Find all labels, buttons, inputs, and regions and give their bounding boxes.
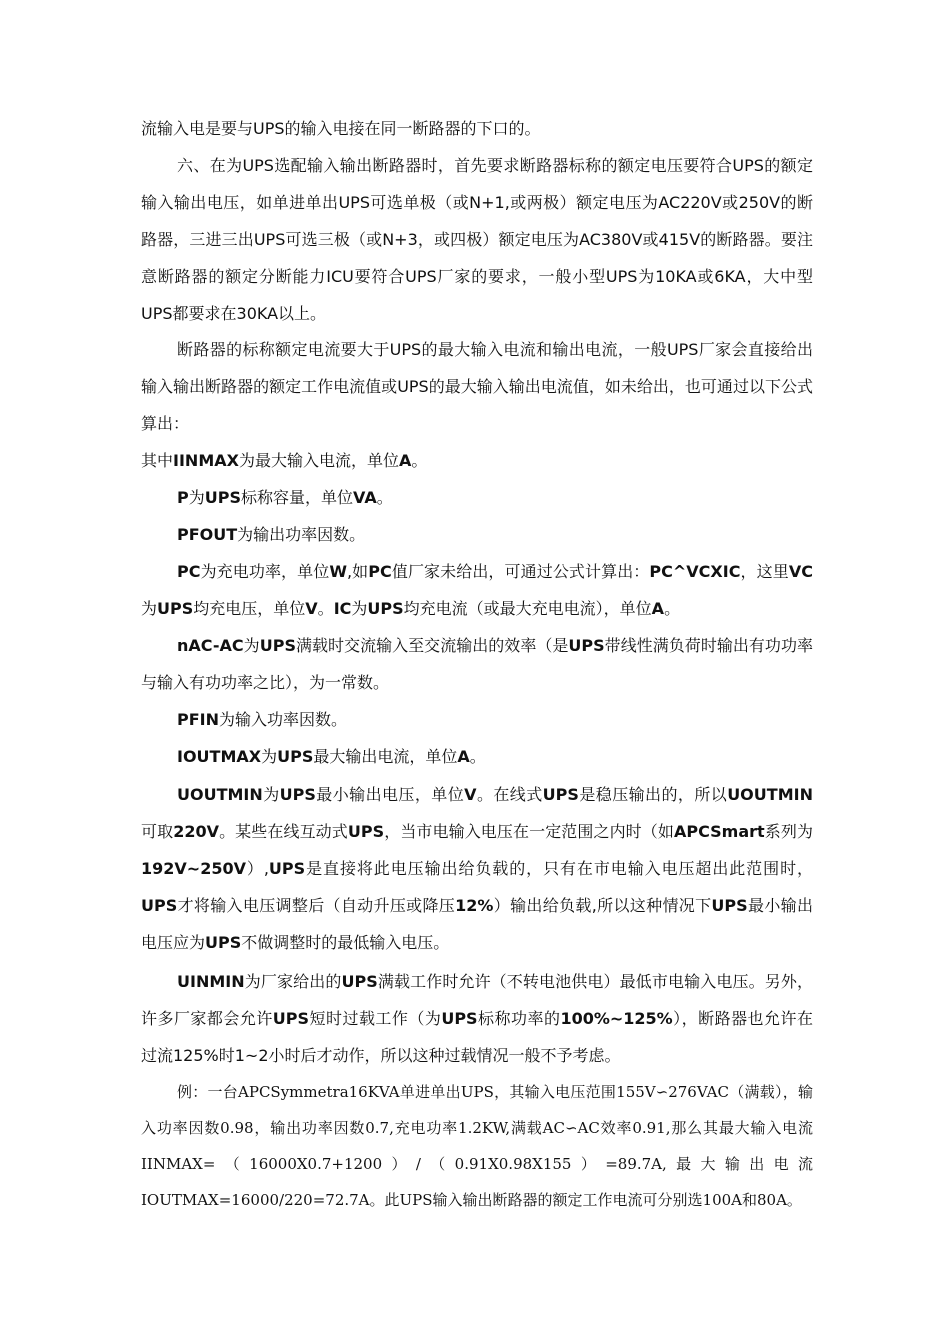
text-run: UPS	[711, 896, 748, 915]
text-run: PFOUT	[177, 525, 238, 544]
text-run: 为厂家给出的	[244, 972, 342, 991]
def-p	[141, 479, 813, 516]
text-run: 带线性满负荷时输出有功功率与输入有功功率之比），为一常数。	[141, 636, 813, 692]
text-run: 是直接将此电压输出给负载的，只有在市电输入电压超出此范围时，	[305, 859, 813, 878]
text-run: 。	[376, 488, 393, 507]
text-run: 100%~125%	[560, 1009, 673, 1028]
text-run: UPS	[341, 972, 378, 991]
text-run: 最小输出电压，单位	[315, 785, 465, 804]
text-run: 均充电流（或最大充电电流），单位	[403, 599, 652, 618]
def-iinmax	[141, 442, 813, 479]
text-run: UINMIN	[177, 972, 245, 991]
paragraph-breaker-selection: 六、在为UPS选配输入输出断路器时，首先要求断路器标称的额定电压要符合UPS的额定输入输出电压，如单进单出UPS可选单极（或N+1,或两极）额定电压为AC220V或250V的断路器，三进三出UPS可选三极（或N+3，或四极）额定电压为AC380V或415V的断路器。要注意断路器的额定分断能力ICU要符合UPS厂家的要求，一般小型UPS为10KA或6KA，大中型UPS都要求在30KA以上。	[141, 156, 813, 323]
text-run: A	[457, 747, 470, 766]
def-ioutmax	[141, 738, 813, 775]
text-run: 为最大输入电流，单位	[238, 451, 399, 470]
def-nac-ac	[141, 627, 813, 701]
text-run: UPS	[272, 1009, 310, 1028]
def-pc	[141, 553, 813, 627]
text-run: 12%	[455, 896, 494, 915]
text-run: UPS	[141, 896, 178, 915]
text-run: 标称功率的	[477, 1009, 561, 1028]
text-run: UPS	[205, 933, 242, 952]
text-run: UOUTMIN	[727, 785, 813, 804]
text-run: 标称容量，单位	[241, 488, 354, 507]
text-run: UPS	[367, 599, 404, 618]
text-run: 。	[317, 599, 334, 618]
text-run: 为	[188, 488, 205, 507]
text-run: 不做调整时的最低输入电压。	[241, 933, 450, 952]
text-run: 。某些在线互动式	[218, 822, 348, 841]
text-run: 最小输出电压应为	[141, 896, 813, 952]
text-run: V	[464, 785, 477, 804]
text-run: W	[329, 562, 347, 581]
text-run: A	[398, 451, 412, 470]
def-uoutmin	[141, 776, 813, 961]
def-pfout	[141, 516, 813, 553]
text-run: 。	[664, 599, 681, 618]
text-run: UPS	[277, 747, 314, 766]
text-run: 满载工作时允许（不转电池供电）最低市电输入电压。另外，许多厂家都会允许	[141, 972, 813, 1028]
paragraph-intro: 流输入电是要与UPS的输入电接在同一断路器的下口的。	[141, 119, 541, 138]
text-run: UPS	[204, 488, 241, 507]
text-run: UPS	[568, 636, 605, 655]
text-run: 为	[243, 636, 260, 655]
text-run: 。	[411, 451, 428, 470]
text-run: ）,	[245, 859, 269, 878]
text-run: VA	[353, 488, 377, 507]
text-run: PC^VCXIC	[649, 562, 741, 581]
text-run: 220V	[173, 822, 219, 841]
text-run: 短时过载工作（为	[309, 1009, 442, 1028]
text-run: VC	[788, 562, 813, 581]
text-run: PC	[177, 562, 201, 581]
text-run: 值厂家未给出，可通过公式计算出：	[391, 562, 650, 581]
paragraph-example: 例：一台APCSymmetra16KVA单进单出UPS，其输入电压范围155V∽276VAC（满载），输入功率因数0.98，输出功率因数0.7,充电功率1.2KW,满载AC∽AC效率0.91,那么其最大输入电流IINMAX=（16000X0.7+1200）/（0.91X0.98X155）=89.7A,最大输出电流IOUTMAX=16000/220=72.7A。此UPS输入输出断路器的额定工作电流可分别选100A和80A。	[141, 1083, 813, 1209]
text-run: 。	[469, 747, 486, 766]
text-run: 最大输出电流，单位	[313, 747, 458, 766]
text-run: ,如	[347, 562, 369, 581]
def-pfin	[141, 701, 813, 738]
text-run: 为	[141, 599, 158, 618]
text-run: 192V~250V	[141, 859, 246, 878]
text-run: 可取	[141, 822, 174, 841]
text-run: UPS	[542, 785, 579, 804]
text-run: ，当市电输入电压在一定范围之内时（如	[384, 822, 674, 841]
def-uinmin	[141, 963, 813, 1074]
text-run: UPS	[279, 785, 316, 804]
text-run: nAC-AC	[177, 636, 244, 655]
text-run: 为	[262, 785, 280, 804]
text-run: PFIN	[177, 710, 219, 729]
text-run: 为输入功率因数。	[219, 710, 348, 729]
text-run: UPS	[157, 599, 194, 618]
text-run: 为	[351, 599, 368, 618]
text-run: 。在线式	[476, 785, 543, 804]
text-run: 才将输入电压调整后（自动升压或降压	[177, 896, 456, 915]
text-run: IOUTMAX	[177, 747, 262, 766]
text-run: 为	[261, 747, 278, 766]
text-run: PC	[368, 562, 392, 581]
text-run: 为充电功率，单位	[200, 562, 330, 581]
text-run: A	[651, 599, 665, 618]
text-run: 其中	[141, 451, 174, 470]
text-run: APCSmart	[673, 822, 765, 841]
text-run: 为输出功率因数。	[237, 525, 366, 544]
text-run: ）输出给负载,所以这种情况下	[493, 896, 712, 915]
text-run: P	[177, 488, 189, 507]
paragraph-rated-current: 断路器的标称额定电流要大于UPS的最大输入电流和输出电流，一般UPS厂家会直接给出输入输出断路器的额定工作电流值或UPS的最大输入输出电流值，如未给出，也可通过以下公式算出：	[141, 340, 813, 433]
text-run: 系列为	[764, 822, 813, 841]
text-run: 是稳压输出的，所以	[578, 785, 728, 804]
text-run: UPS	[259, 636, 296, 655]
text-run: 满载时交流输入至交流输出的效率（是	[295, 636, 569, 655]
text-run: ，这里	[740, 562, 789, 581]
text-run: ），断路器也允许在过流125%时1~2小时后才动作，所以这种过载情况一般不予考虑。	[141, 1009, 813, 1065]
text-run: 均充电压，单位	[193, 599, 306, 618]
text-run: V	[305, 599, 318, 618]
text-run: UPS	[441, 1009, 478, 1028]
text-run: UOUTMIN	[177, 785, 263, 804]
text-run: IINMAX	[173, 451, 239, 470]
text-run: IC	[333, 599, 352, 618]
text-run: UPS	[347, 822, 385, 841]
text-run: UPS	[268, 859, 306, 878]
